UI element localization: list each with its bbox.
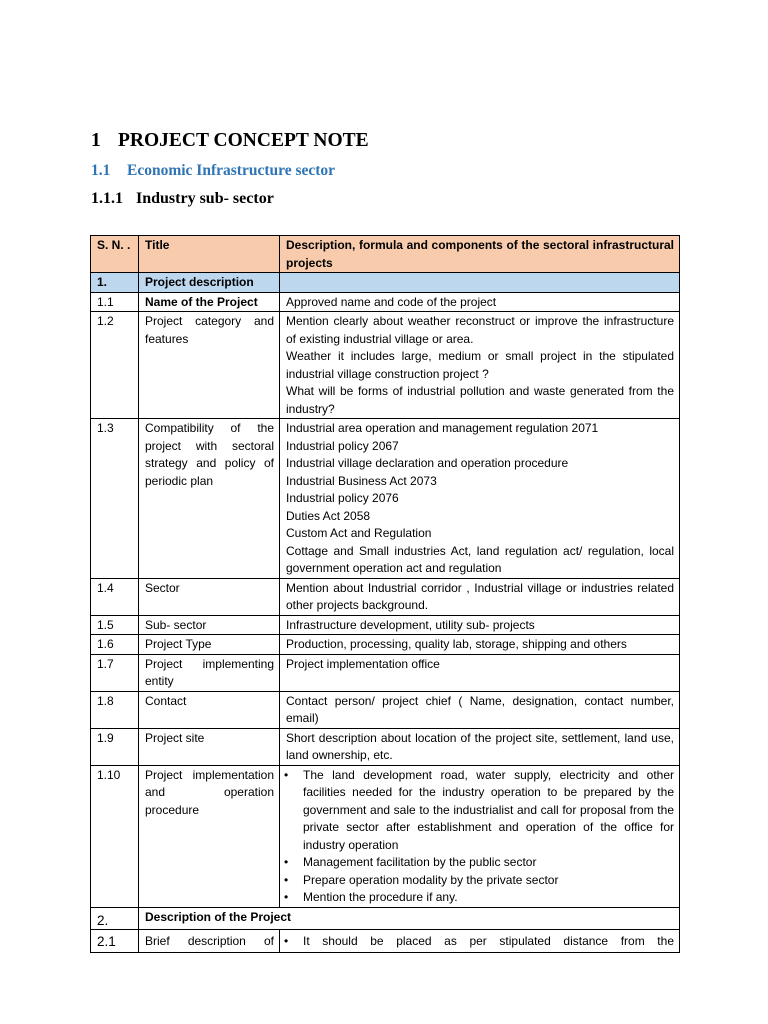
row-description: Project implementation office [280, 654, 680, 691]
section-2-title: Description of the Project [139, 907, 680, 930]
description-line: Industrial policy 2067 [286, 438, 399, 453]
section-row-2 [91, 907, 680, 930]
row-title: Project Type [139, 635, 280, 655]
table-row [91, 765, 680, 907]
heading-3-number: 1.1.1 [91, 190, 123, 207]
row-title: Project site [139, 728, 280, 765]
table-row [91, 578, 680, 615]
description-line: Custom Act and Regulation [286, 526, 432, 540]
row-title: Project implementing entity [139, 654, 280, 691]
header-title: Title [139, 236, 280, 273]
row-sn: 1.4 [91, 578, 139, 615]
row-sn: 1.3 [91, 419, 139, 579]
description-line: Industrial Business Act 2073 [286, 473, 437, 488]
row-description: Approved name and code of the project [280, 292, 680, 312]
row-title: Compatibility of the project with sectoral strategy and policy of periodic plan [139, 419, 280, 579]
description-line: Cottage and Small industries Act, land regulation act/ regulation, local government operation act and regulation [286, 543, 674, 575]
project-concept-table [90, 235, 680, 953]
row-description: Contact person/ project chief ( Name, designation, contact number, email) [280, 691, 680, 728]
table-row [91, 312, 680, 419]
row-sn: 1.10 [91, 765, 139, 907]
bullet-list [284, 767, 674, 907]
table-row [91, 691, 680, 728]
list-item: • Mention the procedure if any. [284, 889, 674, 907]
row-sn: 1.5 [91, 615, 139, 635]
list-item: • It should be placed as per stipulated distance from the [284, 933, 674, 951]
row-title: Name of the Project [139, 292, 280, 312]
row-sn: 1.7 [91, 654, 139, 691]
heading-3-title: Industry sub- sector [136, 190, 274, 207]
table-row [91, 930, 680, 953]
row-sn: 1.8 [91, 691, 139, 728]
row-description: Production, processing, quality lab, storage, shipping and others [280, 635, 680, 655]
row-title: Project category and features [139, 312, 280, 419]
row-sn: 2.1 [91, 930, 139, 953]
row-description [280, 765, 680, 907]
row-sn: 1.6 [91, 635, 139, 655]
bullet-list [284, 933, 674, 951]
row-title: Brief description of [139, 930, 280, 953]
heading-1-title: PROJECT CONCEPT NOTE [118, 130, 369, 151]
list-item: • Management facilitation by the public sector [284, 854, 674, 872]
description-line: Industrial area operation and management regulation 2071 [286, 421, 599, 435]
table-row [91, 419, 680, 579]
row-description [280, 312, 680, 419]
table-header-row [91, 236, 680, 273]
heading-1-number: 1 [91, 130, 101, 151]
section-heading-3 [91, 190, 274, 208]
table-row [91, 292, 680, 312]
row-description [280, 419, 680, 579]
description-line: Industrial village declaration and operation procedure [286, 456, 569, 470]
list-item: • The land development road, water supply, electricity and other facilities needed for the industry operation to be prepared by the government and sale to the industrialist and call for proposal from the private sector after establishment and operation of the office for industry operation [284, 767, 674, 855]
description-line: Industrial policy 2076 [286, 491, 399, 505]
description-line: Weather it includes large, medium or small project in the stipulated industrial village construction project ? [286, 349, 674, 381]
row-sn: 1.2 [91, 312, 139, 419]
description-line: Duties Act 2058 [286, 508, 371, 523]
row-description [280, 930, 680, 953]
section-heading-1 [91, 130, 369, 152]
heading-2-title: Economic Infrastructure sector [127, 162, 336, 179]
row-title: Project implementation and operation procedure [139, 765, 280, 907]
row-sn: 1.1 [91, 292, 139, 312]
table-row [91, 654, 680, 691]
row-description: Infrastructure development, utility sub- projects [280, 615, 680, 635]
table-row [91, 635, 680, 655]
row-title: Sector [139, 578, 280, 615]
list-item: • Prepare operation modality by the private sector [284, 872, 674, 890]
row-title: Sub- sector [139, 615, 280, 635]
section-2-sn: 2. [91, 907, 139, 930]
description-line: Mention clearly about weather reconstruct or improve the infrastructure of existing industrial village or area. [286, 314, 674, 346]
table-row [91, 615, 680, 635]
header-sn: S. N. . [91, 236, 139, 273]
row-description: Mention about Industrial corridor , Industrial village or industries related other projects background. [280, 578, 680, 615]
section-1-title: Project description [139, 273, 280, 293]
table-row [91, 728, 680, 765]
row-title: Contact [139, 691, 280, 728]
row-description: Short description about location of the project site, settlement, land use, land ownership, etc. [280, 728, 680, 765]
section-heading-2 [91, 162, 335, 180]
section-row-1 [91, 273, 680, 293]
heading-2-number: 1.1 [91, 162, 111, 179]
row-sn: 1.9 [91, 728, 139, 765]
section-1-sn: 1. [91, 273, 139, 293]
description-line: What will be forms of industrial pollution and waste generated from the industry? [286, 384, 674, 416]
section-1-empty [280, 273, 680, 293]
header-description: Description, formula and components of the sectoral infrastructural projects [280, 236, 680, 273]
